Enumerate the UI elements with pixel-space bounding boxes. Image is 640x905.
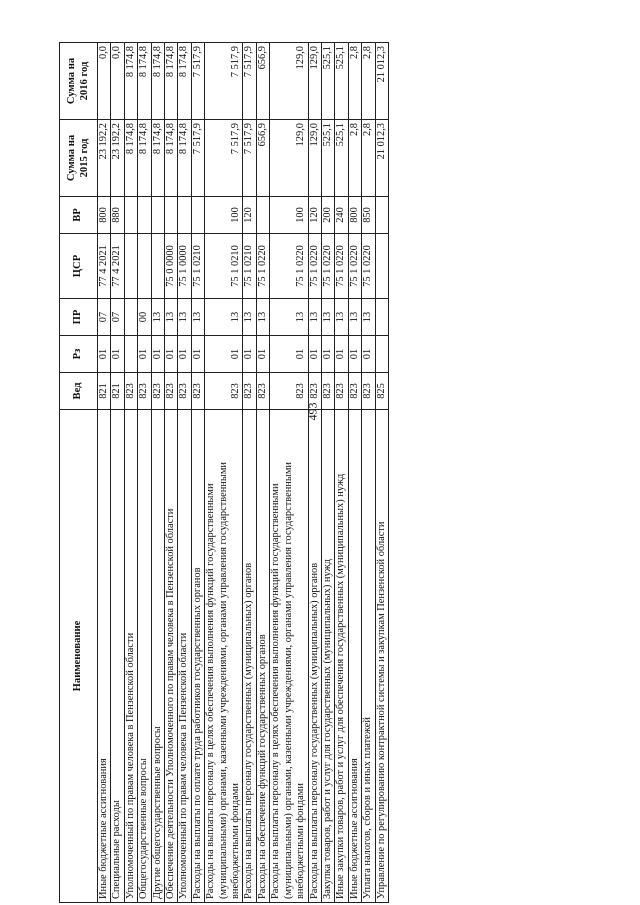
table-row	[111, 43, 124, 903]
cell-csr	[124, 234, 137, 299]
cell-name: Управление по регулированию контрактной системы и закупкам Пензенской области	[375, 410, 388, 903]
rotated-page-content	[59, 43, 557, 903]
cell-rz: 01	[243, 336, 256, 373]
cell-sum-2015: 2,8	[362, 120, 375, 197]
cell-sum-2016: 129,0	[270, 43, 308, 120]
cell-pr: 13	[270, 299, 308, 336]
table-row	[308, 43, 321, 903]
cell-sum-2016: 525,1	[321, 43, 334, 120]
cell-sum-2016: 0,0	[98, 43, 111, 120]
cell-ved: 823	[124, 373, 137, 410]
cell-vr	[165, 197, 178, 234]
cell-rz: 01	[270, 336, 308, 373]
cell-vr	[151, 197, 164, 234]
cell-sum-2016: 8 174,8	[138, 43, 151, 120]
cell-vr	[191, 197, 204, 234]
header-rz: Рз	[60, 336, 98, 373]
cell-sum-2016: 7 517,9	[205, 43, 243, 120]
cell-csr: 75 1 0210	[205, 234, 243, 299]
cell-sum-2016: 8 174,8	[178, 43, 191, 120]
cell-sum-2016: 0,0	[111, 43, 124, 120]
header-ved: Вед	[60, 373, 98, 410]
cell-csr: 75 0 0000	[165, 234, 178, 299]
cell-sum-2016: 8 174,8	[124, 43, 137, 120]
cell-sum-2015: 525,1	[321, 120, 334, 197]
cell-csr: 75 1 0220	[362, 234, 375, 299]
cell-sum-2015: 8 174,8	[124, 120, 137, 197]
cell-name: Расходы на выплаты персоналу государственных (муниципальных) органов	[308, 410, 321, 903]
cell-sum-2015: 23 192,2	[111, 120, 124, 197]
cell-ved: 823	[205, 373, 243, 410]
cell-sum-2015: 23 192,2	[98, 120, 111, 197]
cell-csr: 75 1 0220	[308, 234, 321, 299]
header-csr: ЦСР	[60, 234, 98, 299]
header-sum-2016: Сумма на 2016 год	[60, 43, 98, 120]
cell-sum-2015: 7 517,9	[243, 120, 256, 197]
cell-name: Расходы на выплаты персоналу государственных (муниципальных) органов	[243, 410, 256, 903]
cell-pr: 13	[308, 299, 321, 336]
cell-pr: 00	[138, 299, 151, 336]
header-sum-2015: Сумма на 2015 год	[60, 120, 98, 197]
table-row	[138, 43, 151, 903]
cell-rz: 01	[308, 336, 321, 373]
cell-name: Расходы на обеспечение функций государственных органов	[256, 410, 269, 903]
cell-vr: 100	[205, 197, 243, 234]
cell-name: Уплата налогов, сборов и иных платежей	[362, 410, 375, 903]
cell-name: Обеспечение деятельности Уполномоченного по правам человека в Пензенской области	[165, 410, 178, 903]
cell-csr	[375, 234, 388, 299]
cell-sum-2016: 21 012,3	[375, 43, 388, 120]
table-row	[205, 43, 243, 903]
cell-pr	[375, 299, 388, 336]
table-row	[335, 43, 348, 903]
cell-rz: 01	[138, 336, 151, 373]
cell-ved: 823	[243, 373, 256, 410]
cell-name: Расходы на выплаты персоналу в целях обеспечения выполнения функций государственными (муниципальными) органами, казенными учреждениями, органами управления государственными внебюджетными фондами	[270, 410, 308, 903]
cell-ved: 823	[256, 373, 269, 410]
cell-pr: 13	[243, 299, 256, 336]
cell-vr	[124, 197, 137, 234]
cell-sum-2016: 7 517,9	[191, 43, 204, 120]
cell-sum-2015: 2,8	[348, 120, 361, 197]
cell-rz: 01	[205, 336, 243, 373]
cell-sum-2016: 129,0	[308, 43, 321, 120]
cell-ved: 823	[308, 373, 321, 410]
cell-ved: 823	[348, 373, 361, 410]
table-row	[165, 43, 178, 903]
cell-pr: 13	[348, 299, 361, 336]
cell-pr: 13	[191, 299, 204, 336]
cell-sum-2015: 21 012,3	[375, 120, 388, 197]
table-row	[348, 43, 361, 903]
cell-sum-2016: 2,8	[348, 43, 361, 120]
cell-csr: 75 1 0220	[256, 234, 269, 299]
cell-pr: 13	[205, 299, 243, 336]
cell-name: Расходы на выплаты по оплате труда работников государственных органов	[191, 410, 204, 903]
cell-sum-2016: 8 174,8	[151, 43, 164, 120]
table-row	[270, 43, 308, 903]
cell-vr: 880	[111, 197, 124, 234]
cell-csr: 77 4 2021	[98, 234, 111, 299]
cell-ved: 821	[111, 373, 124, 410]
cell-ved: 823	[362, 373, 375, 410]
table-body	[98, 43, 389, 903]
cell-sum-2015: 525,1	[335, 120, 348, 197]
cell-vr: 800	[98, 197, 111, 234]
cell-name: Специальные расходы	[111, 410, 124, 903]
table-row	[191, 43, 204, 903]
cell-vr	[138, 197, 151, 234]
cell-pr	[124, 299, 137, 336]
cell-rz: 01	[321, 336, 334, 373]
table-row	[256, 43, 269, 903]
cell-name: Расходы на выплаты персоналу в целях обеспечения выполнения функций государственными (муниципальными) органами, казенными учреждениями, органами управления государственными внебюджетными фондами	[205, 410, 243, 903]
cell-name: Иные бюджетные ассигнования	[348, 410, 361, 903]
cell-sum-2016: 2,8	[362, 43, 375, 120]
cell-sum-2016: 7 517,9	[243, 43, 256, 120]
cell-csr: 75 1 0220	[321, 234, 334, 299]
cell-pr: 13	[256, 299, 269, 336]
cell-name: Другие общегосударственные вопросы	[151, 410, 164, 903]
header-pr: ПР	[60, 299, 98, 336]
cell-vr: 120	[243, 197, 256, 234]
cell-vr: 800	[348, 197, 361, 234]
cell-rz: 01	[362, 336, 375, 373]
cell-sum-2015: 656,9	[256, 120, 269, 197]
cell-rz: 01	[151, 336, 164, 373]
table-row	[243, 43, 256, 903]
cell-ved: 823	[335, 373, 348, 410]
cell-ved: 823	[138, 373, 151, 410]
header-vr: ВР	[60, 197, 98, 234]
table-row	[321, 43, 334, 903]
cell-sum-2015: 129,0	[270, 120, 308, 197]
cell-csr: 75 1 0220	[348, 234, 361, 299]
cell-sum-2015: 8 174,8	[151, 120, 164, 197]
cell-sum-2016: 8 174,8	[165, 43, 178, 120]
cell-pr: 13	[165, 299, 178, 336]
cell-rz: 01	[98, 336, 111, 373]
table-row	[124, 43, 137, 903]
cell-rz: 01	[178, 336, 191, 373]
cell-pr: 13	[335, 299, 348, 336]
cell-csr: 75 1 0220	[270, 234, 308, 299]
cell-ved: 823	[151, 373, 164, 410]
table-row	[151, 43, 164, 903]
cell-rz: 01	[335, 336, 348, 373]
header-name: Наименование	[60, 410, 98, 903]
cell-csr: 75 1 0000	[178, 234, 191, 299]
cell-ved: 823	[178, 373, 191, 410]
cell-ved: 821	[98, 373, 111, 410]
cell-sum-2015: 7 517,9	[191, 120, 204, 197]
table-row	[178, 43, 191, 903]
cell-name: Иные закупки товаров, работ и услуг для обеспечения государственных (муниципальных) нужд	[335, 410, 348, 903]
cell-sum-2015: 129,0	[308, 120, 321, 197]
cell-vr: 200	[321, 197, 334, 234]
cell-pr: 13	[151, 299, 164, 336]
cell-rz	[124, 336, 137, 373]
cell-vr: 850	[362, 197, 375, 234]
cell-rz: 01	[348, 336, 361, 373]
cell-pr: 13	[178, 299, 191, 336]
cell-vr	[256, 197, 269, 234]
cell-pr: 13	[362, 299, 375, 336]
cell-name: Уполномоченный по правам человека в Пензенской области	[178, 410, 191, 903]
cell-sum-2015: 8 174,8	[138, 120, 151, 197]
cell-sum-2016: 525,1	[335, 43, 348, 120]
cell-vr	[375, 197, 388, 234]
cell-ved: 823	[191, 373, 204, 410]
cell-sum-2015: 8 174,8	[165, 120, 178, 197]
cell-vr: 100	[270, 197, 308, 234]
cell-name: Уполномоченный по правам человека в Пензенской области	[124, 410, 137, 903]
cell-vr	[178, 197, 191, 234]
table-row	[375, 43, 388, 903]
cell-vr: 240	[335, 197, 348, 234]
cell-rz: 01	[165, 336, 178, 373]
cell-csr	[151, 234, 164, 299]
cell-ved: 825	[375, 373, 388, 410]
budget-table	[59, 42, 389, 903]
cell-rz: 01	[111, 336, 124, 373]
cell-csr: 75 1 0210	[243, 234, 256, 299]
cell-name: Закупка товаров, работ и услуг для государственных (муниципальных) нужд	[321, 410, 334, 903]
cell-name: Общегосударственные вопросы	[138, 410, 151, 903]
cell-pr: 07	[98, 299, 111, 336]
cell-csr: 77 4 2021	[111, 234, 124, 299]
cell-vr: 120	[308, 197, 321, 234]
cell-rz	[375, 336, 388, 373]
cell-name: Иные бюджетные ассигнования	[98, 410, 111, 903]
cell-ved: 823	[165, 373, 178, 410]
cell-ved: 823	[270, 373, 308, 410]
cell-pr: 13	[321, 299, 334, 336]
cell-pr: 07	[111, 299, 124, 336]
cell-sum-2015: 8 174,8	[178, 120, 191, 197]
cell-rz: 01	[191, 336, 204, 373]
page-number: 493	[305, 402, 320, 421]
cell-csr: 75 1 0210	[191, 234, 204, 299]
cell-rz: 01	[256, 336, 269, 373]
table-row	[98, 43, 111, 903]
cell-sum-2015: 7 517,9	[205, 120, 243, 197]
cell-sum-2016: 656,9	[256, 43, 269, 120]
table-header-row	[60, 43, 98, 903]
table-row	[362, 43, 375, 903]
cell-csr	[138, 234, 151, 299]
cell-csr: 75 1 0220	[335, 234, 348, 299]
cell-ved: 823	[321, 373, 334, 410]
